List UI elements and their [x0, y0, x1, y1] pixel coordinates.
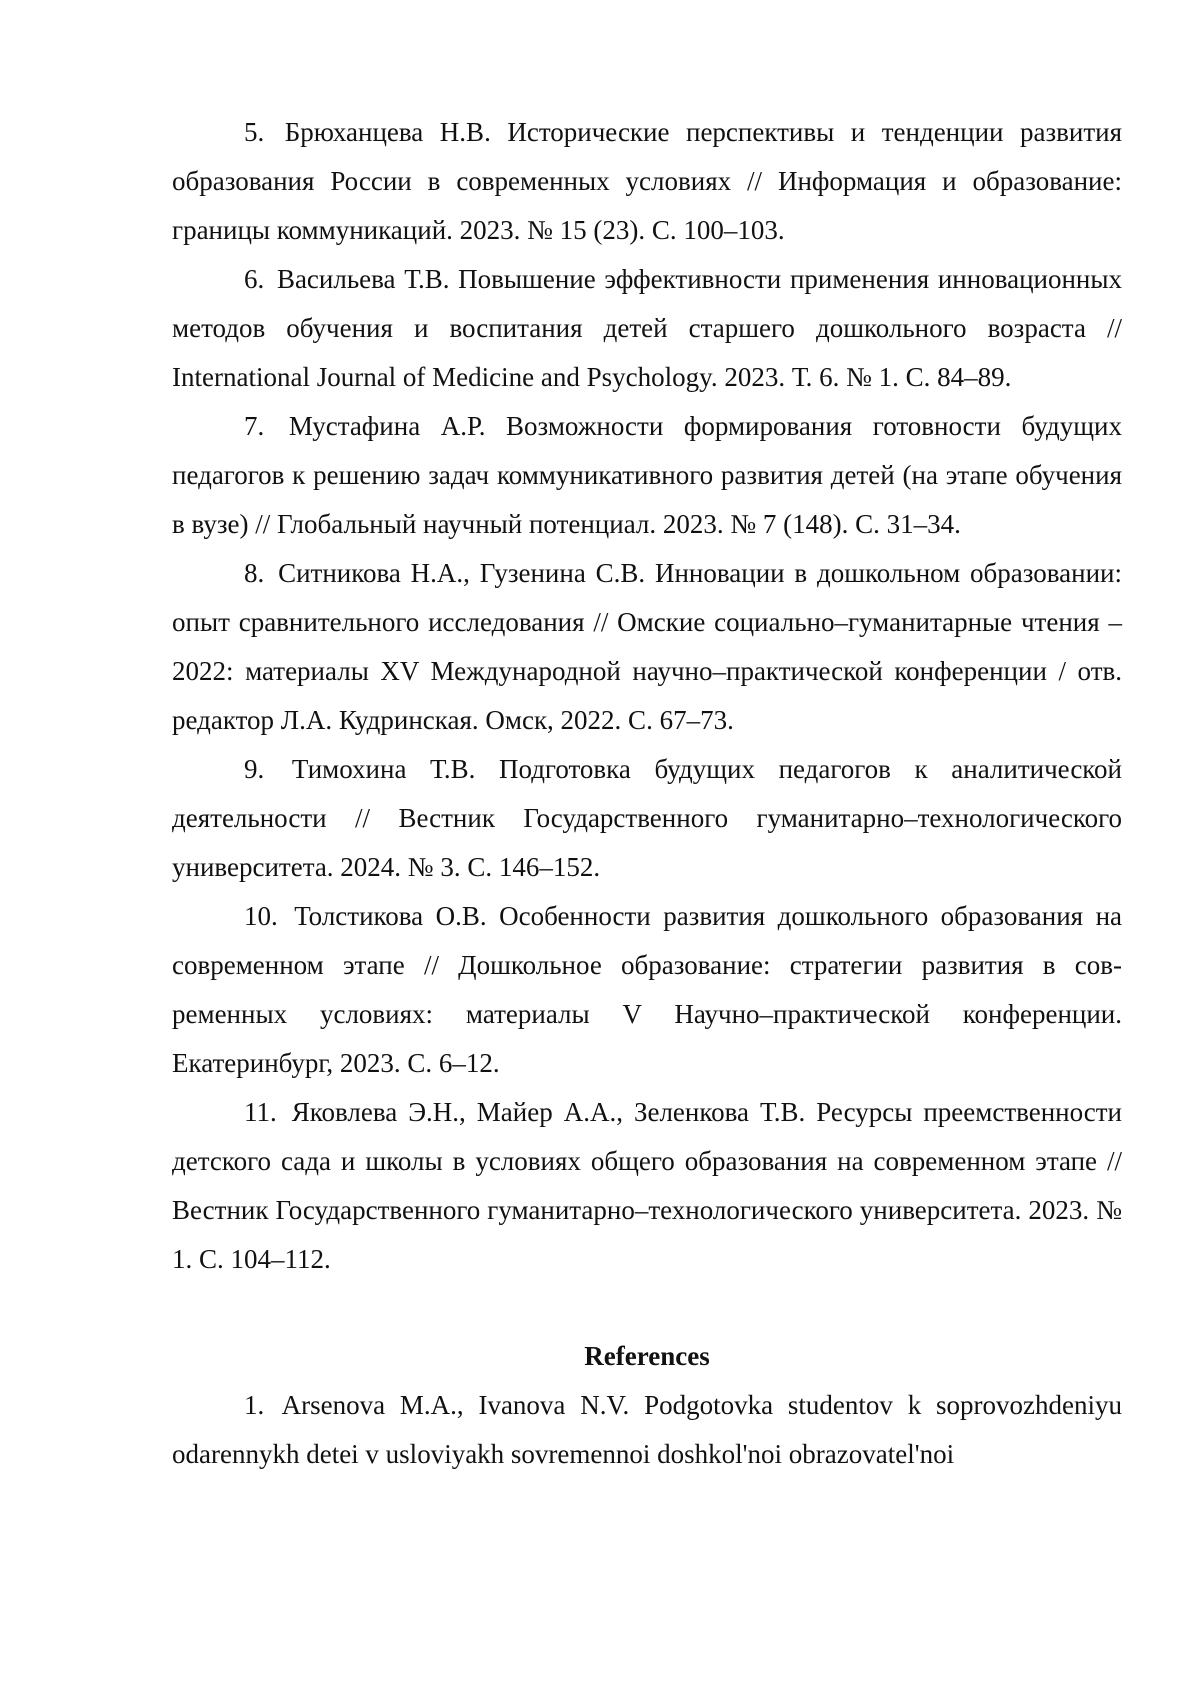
entry-text: Брюханцева Н.В. Исторические перспективы и тенденции развития образования России в современных условиях // Информация и образование: границы коммуникаций. 2023. № 15 (23). С. 100–103. — [172, 117, 1122, 245]
entry-text: Толстикова О.В. Особенности развития дошкольного образования на современном этапе // Дошкольное образование: стратегии развития в сов-ременных условиях: материалы V Научно–практической конференции. Екатеринбург, 2023. С. 6–12. — [172, 901, 1122, 1078]
entry-text: Васильева Т.В. Повышение эффективности применения инновационных методов обучения и воспитания детей старшего дошкольного возраста // International Journal of Medicine and Psychology. 2023. Т. 6. № 1. С. 84–89. — [172, 264, 1122, 392]
entry-number: 9. — [244, 754, 264, 784]
entry-number: 7. — [244, 411, 264, 441]
entry-text: Яковлева Э.Н., Майер А.А., Зеленкова Т.В. Ресурсы преемственности детского сада и школы в условиях общего образования на современном этапе // Вестник Государственного гуманитарно–технологического университета. 2023. № 1. С. 104–112. — [172, 1097, 1122, 1274]
document-page — [172, 108, 1122, 1479]
bibliography-entry — [172, 108, 1122, 255]
bibliography-entry — [172, 892, 1122, 1088]
entry-text: Ситникова Н.А., Гузенина С.В. Инновации в дошкольном образовании: опыт сравнительного исследования // Омские социально–гуманитарные чтения – 2022: материалы XV Международной научно–практической конференции / отв. редактор Л.А. Кудринская. Омск, 2022. С. 67–73. — [172, 558, 1122, 735]
bibliography-entry — [172, 549, 1122, 745]
entry-number: 10. — [244, 901, 278, 931]
bibliography-entry — [172, 745, 1122, 892]
bibliography-entry — [172, 1088, 1122, 1284]
bibliography-entry — [172, 402, 1122, 549]
entry-number: 5. — [244, 117, 264, 147]
entry-number: 11. — [244, 1097, 277, 1127]
references-heading: References — [172, 1332, 1122, 1381]
entry-number: 8. — [244, 558, 264, 588]
entry-text: Мустафина А.Р. Возможности формирования готовности будущих педагогов к решению задач коммуникативного развития детей (на этапе обучения в вузе) // Глобальный научный потенциал. 2023. № 7 (148). С. 31–34. — [172, 411, 1122, 539]
bibliography-entry — [172, 255, 1122, 402]
entry-text: Arsenova M.A., Ivanova N.V. Podgotovka studentov k soprovozhdeniyu odarennykh detei v usloviyakh sovremennoi doshkol'noi obrazovatel'noi — [172, 1390, 1122, 1469]
entry-number: 6. — [244, 264, 264, 294]
entry-text: Тимохина Т.В. Подготовка будущих педагогов к аналитической деятельности // Вестник Государственного гуманитарно–технологического университета. 2024. № 3. С. 146–152. — [172, 754, 1122, 882]
entry-number: 1. — [244, 1390, 264, 1420]
reference-entry — [172, 1381, 1122, 1479]
